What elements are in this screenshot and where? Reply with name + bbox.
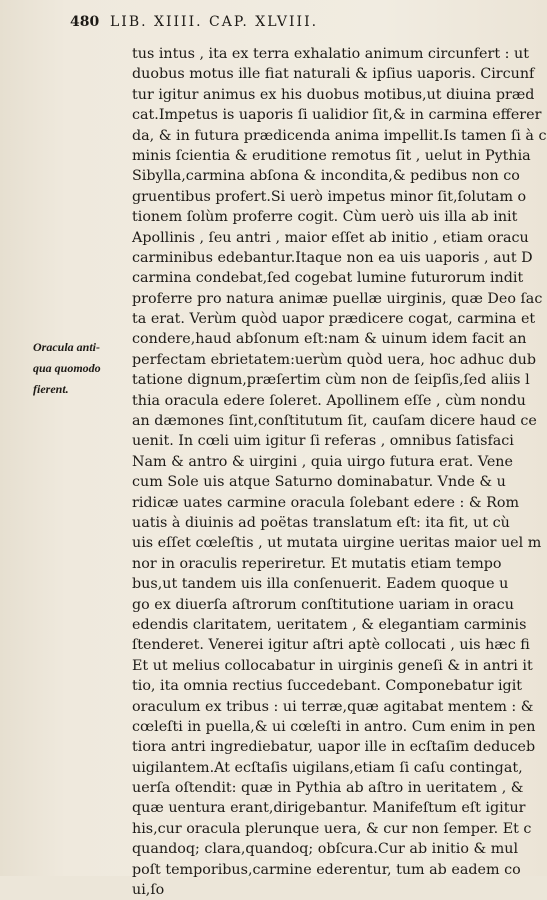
- text-line: bus,ut tandem uis illa conſenuerit. Eadem quoque u: [132, 576, 509, 593]
- text-line: Et ut melius collocabatur in uirginis geneſi & in antri it: [132, 657, 533, 674]
- text-line: quandoq; clara,quandoq; obſcura.Cur ab initio & mul: [132, 841, 519, 858]
- text-line: cat.Impetus is uaporis ſi ualidior ſit,& in carmina efferer: [132, 107, 542, 124]
- margin-note-line: Oracula anti-: [33, 340, 101, 354]
- running-title: LIB. XIIII. CAP. XLVIII.: [110, 14, 319, 30]
- text-line: uenit. In cœli uim igitur ſi referas , omnibus ſatisfaci: [132, 433, 514, 450]
- text-line: carminibus edebantur.Itaque non ea uis uaporis , aut D: [132, 249, 533, 266]
- text-line: Nam & antro & uirgini , quia uirgo futura erat. Vene: [132, 453, 513, 470]
- text-line: tur igitur animus ex his duobus motibus,ut diuina præd: [132, 86, 535, 103]
- text-line: tus intus , ita ex terra exhalatio animum circunfert : ut: [132, 46, 529, 62]
- page-number: 480: [70, 14, 100, 30]
- text-line: carmina condebat,ſed cogebat lumine futurorum indit: [132, 270, 524, 287]
- margin-note-line: qua quomodo: [33, 361, 101, 375]
- text-line: tionem ſolùm proferre cogit. Cùm uerò uis illa ab init: [132, 209, 518, 226]
- text-line: tio, ita omnia rectius ſuccedebant. Componebatur igit: [132, 678, 523, 695]
- text-line: ridicæ uates carmine oracula ſolebant edere : & Rom: [132, 494, 520, 511]
- text-line: cœleſti in puella,& ui cœleſti in antro. Cum enim in pen: [132, 718, 536, 735]
- text-line: Sibylla,carmina abſona & incondita,& pedibus non co: [132, 168, 520, 185]
- text-line: go ex diuerſa aſtrorum conſtitutione uariam in oracu: [132, 596, 514, 613]
- text-line: perfectam ebrietatem:uerùm quòd uera, hoc adhuc dub: [132, 351, 537, 368]
- text-line: quæ uentura erant,dirigebantur. Manifeſtum eſt igitur: [132, 800, 526, 817]
- text-line: uis eſſet cœleſtis , ut mutata uirgine ueritas maior uel m: [132, 535, 542, 552]
- text-line: nor in oraculis reperiretur. Et mutatis etiam tempo: [132, 555, 502, 572]
- text-line: proferre pro natura animæ puellæ uirginis, quæ Deo ſac: [132, 290, 543, 307]
- text-line: tatione dignum,præſertim cùm non de ſeipſis,ſed aliis l: [132, 372, 530, 389]
- text-line: minis ſcientia & eruditione remotus ſit , uelut in Pythia: [132, 147, 531, 164]
- text-line: gruentibus profert.Si uerò impetus minor ſit,ſolutam o: [132, 188, 527, 205]
- text-line: edendis claritatem, ueritatem , & elegantiam carminis: [132, 616, 527, 633]
- text-line: his,cur oracula plerunque uera, & cur non ſemper. Et c: [132, 820, 532, 837]
- text-line: poſt temporibus,carmine ederentur, tum ab eadem co: [132, 861, 521, 878]
- margin-note-line: fierent.: [33, 382, 69, 396]
- text-line: ſtenderet. Venerei igitur aſtri aptè collocati , uis hæc fi: [132, 637, 530, 654]
- text-line: da, & in futura prædicenda anima impellit.Is tamen ſi à c: [132, 127, 547, 144]
- running-header: [70, 14, 547, 36]
- body-text: [132, 44, 547, 900]
- text-line: duobus motus ille fiat naturali & ipſius uaporis. Circunf: [132, 66, 535, 83]
- text-line: ta erat. Verùm quòd uapor prædicere cogat, carmina et: [132, 311, 536, 328]
- text-line: uigilantem.At ecſtaſis uigilans,etiam ſi caſu contingat,: [132, 759, 523, 776]
- text-line: oraculum ex tribus : ui terræ,quæ agitabat mentem : &: [132, 698, 534, 715]
- text-line: thia oracula edere ſoleret. Apollinem eſſe , cùm nondu: [132, 392, 526, 409]
- margin-note: [33, 337, 131, 400]
- text-line: cum Sole uis atque Saturno dominabatur. Vnde & u: [132, 474, 506, 491]
- text-line: uatis à diuinis ad poëtas translatum eſt: ita fit, ut cù: [132, 514, 510, 531]
- text-line: tiora antri ingrediebatur, uapor ille in ecſtaſim deduceb: [132, 739, 536, 756]
- text-line: Apollinis , ſeu antri , maior eſſet ab initio , etiam oracu: [132, 229, 529, 246]
- text-line: uerſa oſtendit: quæ in Pythia ab aſtro in ueritatem , &: [132, 780, 524, 797]
- text-line: condere,haud abſonum eſt:nam & uinum idem facit an: [132, 331, 527, 348]
- text-line: an dæmones ſint,conſtitutum ſit, cauſam dicere haud ce: [132, 413, 537, 430]
- text-line: ui,ſo: [132, 882, 165, 899]
